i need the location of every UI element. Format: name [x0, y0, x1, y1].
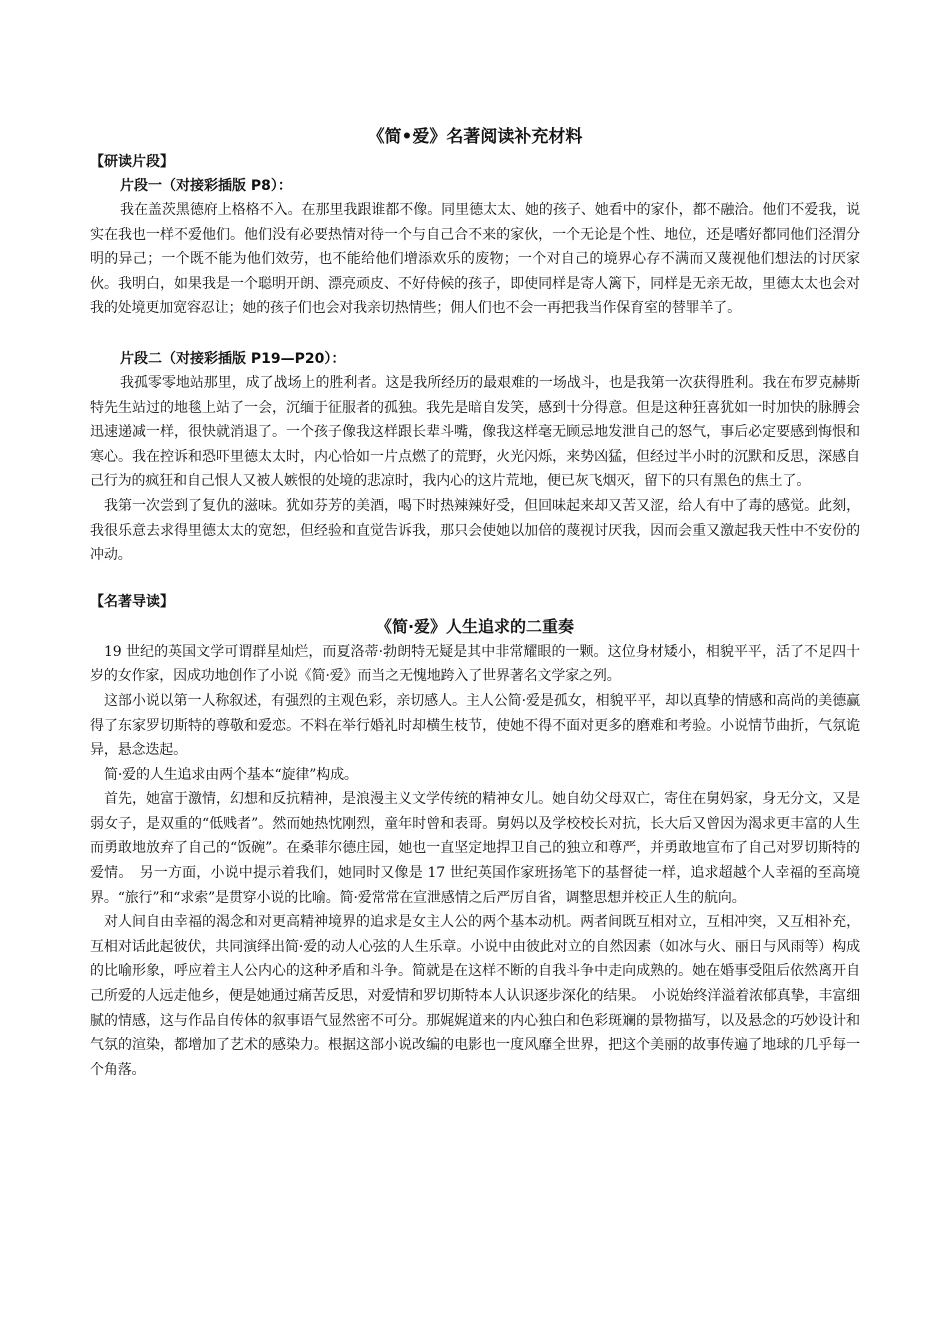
- document-page: [90, 118, 860, 1082]
- guide-paragraph-1: 19 世纪的英国文学可谓群星灿烂，而夏洛蒂·勃朗特无疑是其中非常耀眼的一颗。这位身材矮小，相貌平平，活了不足四十岁的女作家，因成功地创作了小说《简·爱》而当之无愧地跨入了世界著名文学家之列。: [90, 643, 860, 685]
- guide-paragraph-3: 简·爱的人生追求由两个基本“旋律”构成。: [104, 766, 358, 783]
- document-title: 《简•爱》名著阅读补充材料: [367, 127, 583, 147]
- excerpt-one-paragraph: 我在盖茨黑德府上格格不入。在那里我跟谁都不像。同里德太太、她的孩子、她看中的家仆，都不融洽。他们不爱我，说实在我也一样不爱他们。他们没有必要热情对待一个与自己合不来的家伙，一个无论是个性、地位，还是嗜好都同他们泾渭分明的异己；一个既不能为他们效劳，也不能给他们增添欢乐的废物；一个对自己的境界心存不满而又蔑视他们想法的讨厌家伙。我明白，如果我是一个聪明开朗、漂亮顽皮、不好侍候的孩子，即使同样是寄人篱下，同样是无亲无故，里德太太也会对我的处境更加宽容忍让；她的孩子们也会对我亲切热情些；佣人们也不会一再把我当作保育室的替罪羊了。: [90, 202, 860, 317]
- guide-paragraph-4: 首先，她富于激情，幻想和反抗精神，是浪漫主义文学传统的精神女儿。她自幼父母双亡，寄住在舅妈家，身无分文，又是弱女子，是双重的“低贱者”。然而她热忱刚烈，童年时曾和表哥。舅妈以及学校校长对抗，长大后又曾因为渴求更丰富的人生而勇敢地放弃了自己的“饭碗”。在桑菲尔德庄园，她也一直坚定地捍卫自己的独立和尊严，并勇敢地宣布了自己对罗切斯特的爱情。 另一方面，小说中提示着我们，她同时又像是 17 世纪英国作家班扬笔下的基督徒一样，追求超越个人幸福的至高境界。“旅行”和“求索”是贯穿小说的比喻。简·爱常常在宣泄感情之后严厉自省，调整思想并校正人生的航向。: [90, 791, 860, 906]
- guide-paragraph-5: 对人间自由幸福的渴念和对更高精神境界的追求是女主人公的两个基本动机。两者间既互相对立，互相冲突，又互相补充，互相对话此起彼伏，共同演绎出简·爱的动人心弦的人生乐章。小说中由彼此对立的自然因素（如冰与火、丽日与风雨等）构成的比喻形象，呼应着主人公内心的这种矛盾和斗争。简就是在这样不断的自我斗争中走向成熟的。她在婚事受阻后依然离开自己所爱的人远走他乡，便是她通过痛苦反思，对爱情和罗切斯特本人认识逐步深化的结果。 小说始终洋溢着浓郁真挚，丰富细腻的情感，这与作品自传体的叙事语气显然密不可分。那娓娓道来的内心独白和色彩斑斓的景物描写，以及悬念的巧妙设计和气氛的渲染，都增加了艺术的感染力。根据这部小说改编的电影也一度风靡全世界，把这个美丽的故事传遍了地球的几乎每一个角落。: [90, 914, 860, 1078]
- study-section-heading: 【研读片段】: [90, 154, 174, 170]
- excerpt-two-paragraph-1: 我孤零零地站那里，成了战场上的胜利者。这是我所经历的最艰难的一场战斗，也是我第一次获得胜利。我在布罗克赫斯特先生站过的地毯上站了一会，沉缅于征服者的孤独。我先是暗自发笑，感到十分得意。但是这种狂喜犹如一时加快的脉膊会迅速递减一样，很快就消退了。一个孩子像我这样跟长辈斗嘴，像我这样毫无顾忌地发泄自己的怒气，事后必定要感到悔恨和寒心。我在控诉和恐吓里德太太时，内心恰如一片点燃了的荒野，火光闪烁，来势凶猛，但经过半小时的沉默和反思，深感自己行为的疯狂和自己恨人又被人嫉恨的处境的悲凉时，我内心的这片荒地，便已灰飞烟灭，留下的只有黑色的焦土了。: [90, 374, 860, 490]
- excerpt-two-heading: 片段二（对接彩插版 P19—P20）：: [120, 350, 346, 367]
- guide-section-heading: 【名著导读】: [90, 593, 174, 610]
- guide-title: 《简·爱》人生追求的二重奏: [375, 616, 575, 636]
- excerpt-one-heading: 片段一（对接彩插版 P8）：: [120, 178, 292, 194]
- guide-paragraph-2: 这部小说以第一人称叙述，有强烈的主观色彩，亲切感人。主人公简·爱是孤女，相貌平平，却以真挚的情感和高尚的美德赢得了东家罗切斯特的尊敬和爱恋。不料在举行婚礼时却横生枝节，使她不得不面对更多的磨难和考验。小说情节曲折，气氛诡异，悬念迭起。: [90, 692, 860, 759]
- excerpt-two-paragraph-2: 我第一次尝到了复仇的滋味。犹如芬芳的美酒，喝下时热辣辣好受，但回味起来却又苦又涩，给人有中了毒的感觉。此刻，我很乐意去求得里德太太的宽恕，但经验和直觉告诉我，那只会使她以加倍的蔑视讨厌我，因而会重又激起我天性中不安份的冲动。: [90, 497, 860, 564]
